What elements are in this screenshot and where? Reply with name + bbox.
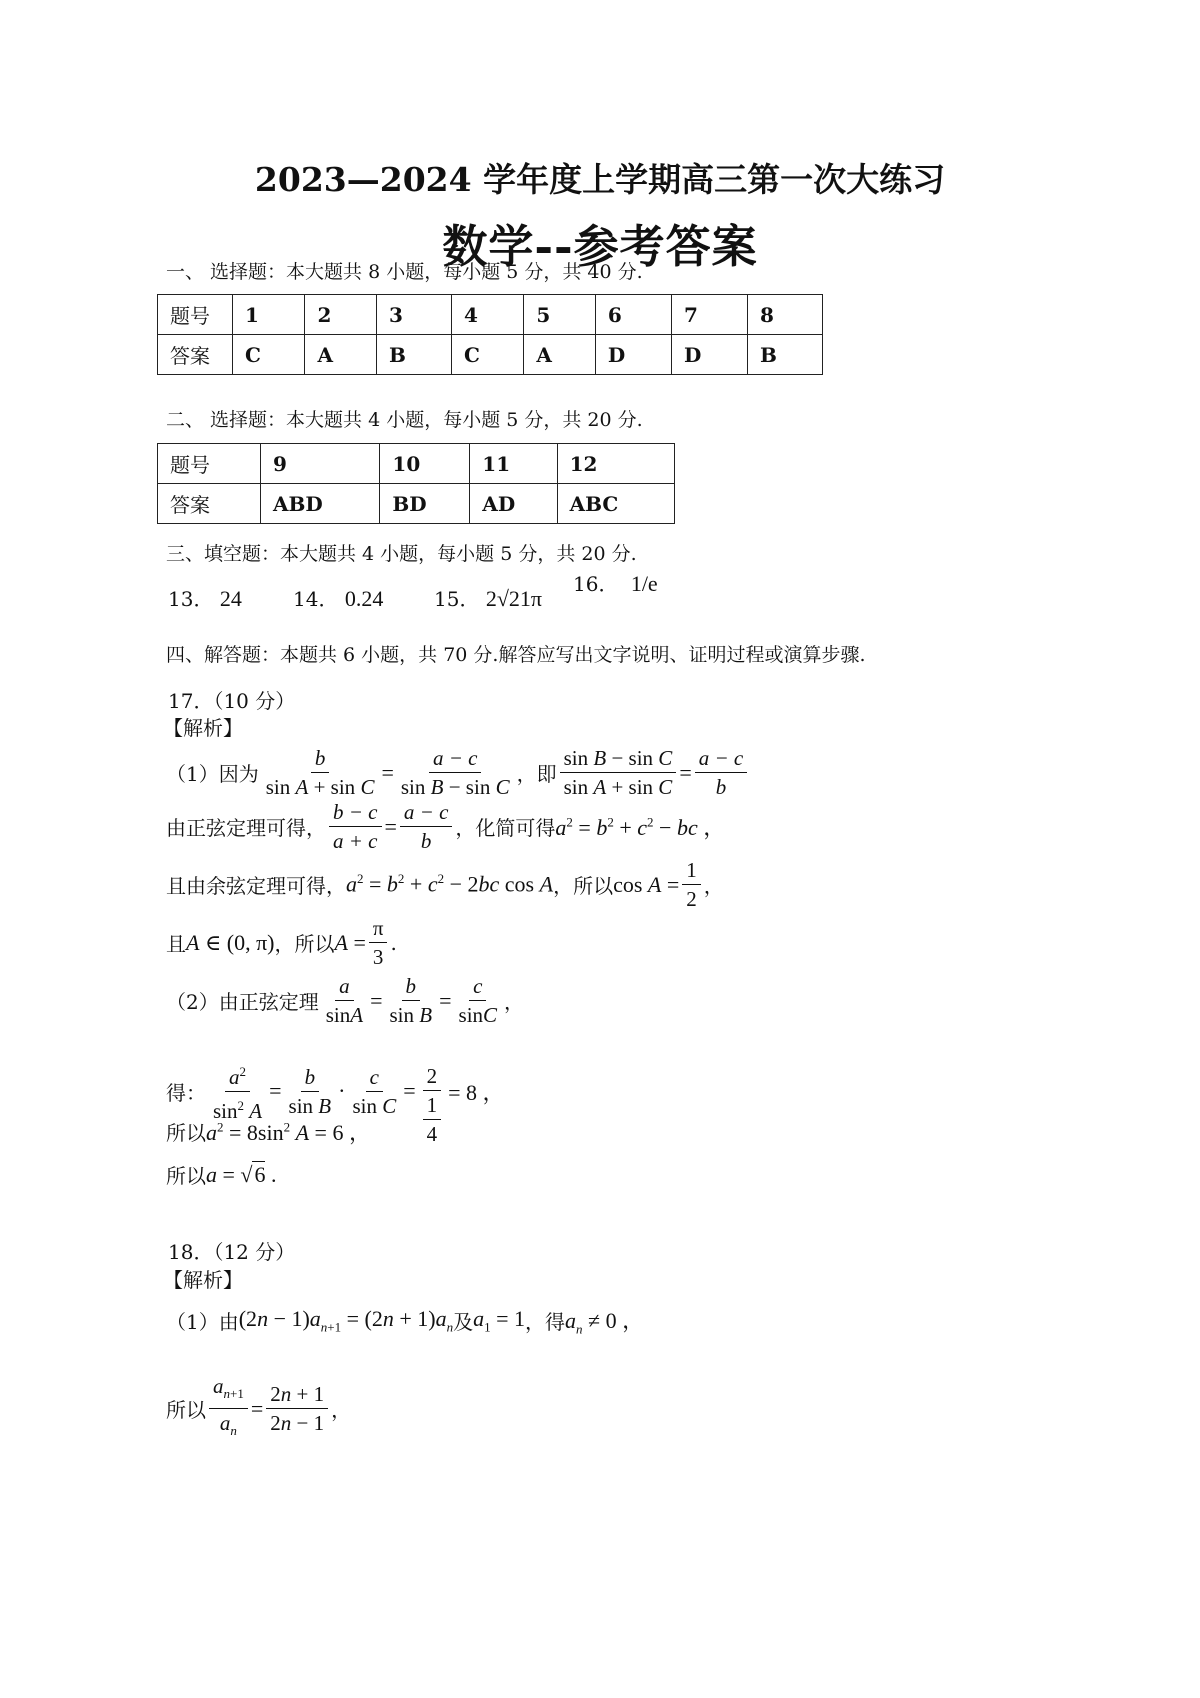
question-number: 12 bbox=[557, 444, 674, 484]
formula-fraction: $\frac{a - c}{\text{sin B − sin C}}$ bbox=[400, 746, 510, 799]
formula-fraction: $\frac{b}{\text{sin B}}$ bbox=[288, 1064, 332, 1118]
formula-fraction: $\frac{a}{\sin A}$ bbox=[325, 974, 364, 1027]
formula-fraction: $\frac{2}{\frac{1}{4}}$ bbox=[419, 1062, 446, 1148]
section3-heading: 三、填空题：本大题共 4 小题，每小题 5 分，共 20 分. bbox=[166, 543, 637, 565]
line-text: ，得 bbox=[525, 1310, 566, 1335]
answer-cell: ABD bbox=[261, 484, 380, 524]
line-text: ，化简可得 bbox=[455, 816, 556, 840]
answer-cell: AD bbox=[470, 484, 557, 524]
formula-fraction: $\frac{b - c}{a + c}$ bbox=[329, 798, 382, 855]
fill-number: 13． bbox=[168, 587, 214, 611]
formula-fraction: $\frac{2n + 1}{2n - 1}$ bbox=[266, 1380, 328, 1437]
fill-item-16 bbox=[573, 568, 658, 597]
fill-answer: 2√21π bbox=[485, 586, 542, 611]
question-number: 7 bbox=[671, 295, 747, 335]
formula: $a^2 = b^2 + c^2 - 2bc$ cos A bbox=[346, 871, 554, 897]
q18-line1: （1）由 $(2n - 1)a_{n+1} = (2n + 1)a_n$ 及 $a_1 = 1$ ，得 $a_n \ne 0$ ， bbox=[166, 1306, 645, 1337]
question-number: 3 bbox=[376, 295, 451, 335]
q17-line5: （2）由正弦定理 $\frac{a}{\sin A}$ = $\frac{b}{\text{sin B}}$ = $\frac{c}{\sin C}$ ， bbox=[166, 974, 525, 1027]
q18-line2: 所以 $\frac{a_{n+1}}{a_n}$ = $\frac{2n + 1}{2n - 1}$ ， bbox=[166, 1372, 351, 1445]
line-text: （1）由 bbox=[166, 1310, 239, 1335]
line-text: 所以 bbox=[166, 1164, 206, 1188]
answer-cell: A bbox=[524, 335, 596, 375]
answer-cell: ABC bbox=[557, 484, 674, 524]
section1-answer-table bbox=[157, 294, 823, 375]
formula-fraction: $\frac{a_{n+1}}{a_n}$ bbox=[209, 1372, 248, 1445]
q17-title: 17．（10 分） bbox=[168, 689, 296, 713]
answer-cell: A bbox=[305, 335, 377, 375]
formula: A ∈ (0, π) bbox=[186, 929, 275, 955]
section4-heading: 四、解答题：本题共 6 小题，共 70 分.解答应写出文字说明、证明过程或演算步骤. bbox=[166, 644, 866, 666]
formula-fraction: $\frac{\pi}{3}$ bbox=[369, 914, 388, 971]
answer-cell: D bbox=[671, 335, 747, 375]
formula: $(2n - 1)a_{n+1} = (2n + 1)a_n$ bbox=[238, 1306, 454, 1335]
table-row bbox=[158, 295, 823, 335]
line-text: ，所以 bbox=[274, 932, 335, 956]
formula-fraction: $\frac{a^2}{\sin^2 A}$ bbox=[209, 1058, 266, 1125]
question-number: 9 bbox=[261, 444, 380, 484]
line-text: 且由余弦定理可得， bbox=[166, 874, 346, 898]
table-row bbox=[158, 484, 675, 524]
line-text: （2）由正弦定理 bbox=[166, 990, 319, 1014]
row-label: 题号 bbox=[158, 444, 261, 484]
answer-cell: B bbox=[376, 335, 451, 375]
formula-fraction: $\frac{b}{\text{sin B}}$ bbox=[389, 974, 433, 1027]
formula: $a^2 = b^2 + c^2$ − bc ， bbox=[555, 814, 726, 840]
formula-fraction: $\frac{c}{\text{sin C}}$ bbox=[352, 1064, 397, 1118]
formula-fraction: $\frac{a - c}{b}$ bbox=[400, 798, 453, 855]
answer-cell: C bbox=[233, 335, 305, 375]
line-text: 所以 bbox=[166, 1121, 206, 1145]
fill-number: 14． bbox=[293, 587, 339, 611]
line-text: 由正弦定理可得， bbox=[166, 816, 326, 840]
formula-fraction: $\frac{1}{2}$ bbox=[682, 856, 701, 913]
answer-cell: BD bbox=[380, 484, 470, 524]
formula-fraction: $\frac{b}{\text{sin A + sin C}}$ bbox=[265, 746, 375, 799]
row-label: 题号 bbox=[158, 295, 233, 335]
q17-line8 bbox=[166, 1160, 276, 1189]
question-number: 4 bbox=[451, 295, 523, 335]
line-text: ，即 bbox=[516, 762, 557, 786]
fill-answer: 0.24 bbox=[344, 586, 384, 611]
question-number: 1 bbox=[233, 295, 305, 335]
formula-fraction: $\frac{c}{\sin C}$ bbox=[458, 974, 498, 1027]
section1-heading: 一、 选择题：本大题共 8 小题，每小题 5 分，共 40 分. bbox=[166, 261, 643, 283]
formula: $a^2 = 8\sin^2$ A = 6 ， bbox=[206, 1119, 371, 1145]
q18-analysis-label: 【解析】 bbox=[163, 1268, 243, 1292]
question-number: 2 bbox=[305, 295, 377, 335]
section2-answer-table bbox=[157, 443, 675, 524]
q17-line4: 且 A ∈ (0, π) ，所以 A = $\frac{\pi}{3}$ . bbox=[166, 916, 397, 969]
table-row bbox=[158, 444, 675, 484]
fill-item-13 bbox=[168, 583, 242, 612]
page-subtitle: 数学--参考答案 bbox=[442, 220, 758, 273]
line-text: （1）因为 bbox=[166, 762, 259, 786]
q18-title: 18．（12 分） bbox=[168, 1240, 296, 1264]
section2-heading: 二、 选择题：本大题共 4 小题，每小题 5 分，共 20 分. bbox=[166, 409, 643, 431]
answer-cell: D bbox=[595, 335, 671, 375]
q17-line3: 且由余弦定理可得， $a^2 = b^2 + c^2 - 2bc$ cos A ，所以 cos A = $\frac{1}{2}$ ， bbox=[166, 858, 724, 911]
line-text: 得： bbox=[166, 1080, 206, 1105]
question-number: 8 bbox=[748, 295, 823, 335]
formula: a = √6 . bbox=[206, 1161, 277, 1187]
line-text: 所以 bbox=[166, 1398, 206, 1423]
row-label: 答案 bbox=[158, 335, 233, 375]
question-number: 5 bbox=[524, 295, 596, 335]
answer-cell: B bbox=[748, 335, 823, 375]
table-row bbox=[158, 335, 823, 375]
fill-item-14 bbox=[293, 583, 383, 612]
fill-number: 16． bbox=[573, 572, 619, 596]
q17-line6: 得： $\frac{a^2}{\sin^2 A}$ = $\frac{b}{\text{sin B}}$ · $\frac{c}{\text{sin C}}$ = $\frac{2}{\frac{1}{4}}$ = 8 ， bbox=[166, 1034, 505, 1148]
question-number: 10 bbox=[380, 444, 470, 484]
line-text: ，所以 bbox=[553, 874, 614, 898]
fill-number: 15． bbox=[434, 587, 480, 611]
row-label: 答案 bbox=[158, 484, 261, 524]
fill-answer: 24 bbox=[219, 586, 242, 611]
question-number: 11 bbox=[470, 444, 557, 484]
q17-line2: 由正弦定理可得， $\frac{b - c}{a + c}$ = $\frac{a - c}{b}$ ，化简可得 $a^2 = b^2 + c^2$ − bc ， bbox=[166, 800, 726, 853]
formula-fraction: $\frac{\text{sin B − sin C}}{\text{sin A + sin C}}$ bbox=[560, 744, 677, 801]
question-number: 6 bbox=[595, 295, 671, 335]
formula-fraction: $\frac{a - c}{b}$ bbox=[695, 744, 748, 801]
answer-cell: C bbox=[451, 335, 523, 375]
q17-line1: （1）因为 $\frac{b}{\text{sin A + sin C}}$ = $\frac{a - c}{\text{sin B − sin C}}$ ，即 $\frac{\text{sin B − sin C}}{\text{sin A + sin C}}$ = $\frac{a - c}{b}$ bbox=[166, 744, 750, 801]
page-title: 2023—2024 学年度上学期高三第一次大练习 bbox=[254, 160, 946, 199]
q17-line7 bbox=[166, 1116, 371, 1147]
fill-answer: 1/e bbox=[630, 571, 658, 596]
line-text: 及 bbox=[453, 1310, 474, 1335]
fill-item-15 bbox=[434, 583, 542, 612]
q17-analysis-label: 【解析】 bbox=[163, 716, 243, 740]
line-text: 且 bbox=[166, 932, 186, 956]
